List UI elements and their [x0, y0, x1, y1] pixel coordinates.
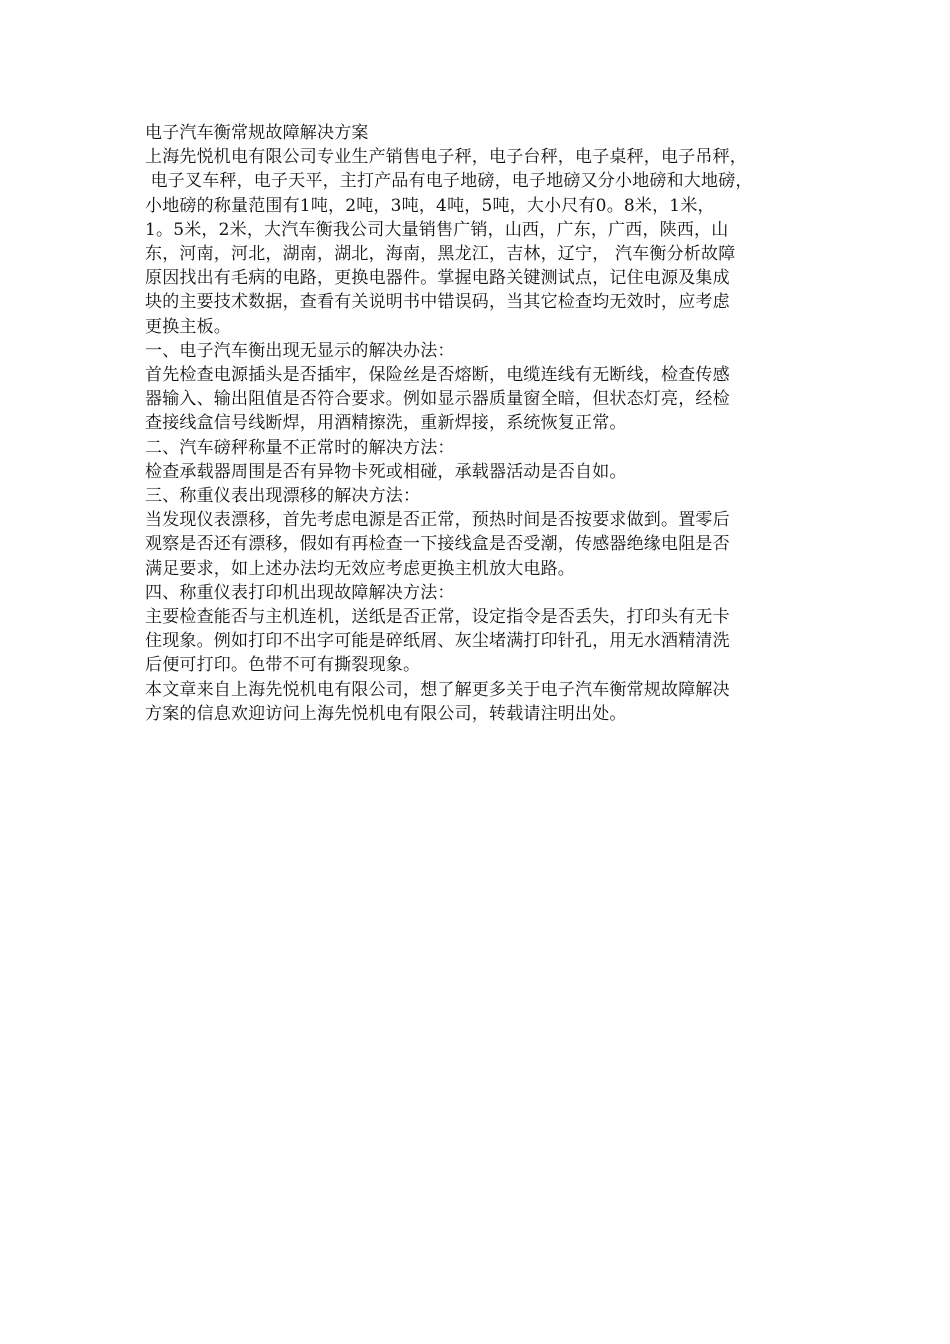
- text-line: 观察是否还有漂移，假如有再检查一下接线盒是否受潮，传感器绝缘电阻是否: [145, 534, 730, 555]
- footer-note: 本文章来自上海先悦机电有限公司，想了解更多关于电子汽车衡常规故障解决: [145, 679, 730, 700]
- document-title: 电子汽车衡常规故障解决方案: [145, 123, 369, 143]
- document-body: [145, 121, 813, 726]
- text-line: 当发现仪表漂移，首先考虑电源是否正常，预热时间是否按要求做到。置零后: [145, 510, 730, 531]
- section-heading-1: 一、电子汽车衡出现无显示的解决办法：: [145, 340, 455, 361]
- text-line: 查接线盒信号线断焊，用酒精擦洗，重新焊接，系统恢复正常。: [145, 413, 627, 434]
- text-line: 检查承载器周围是否有异物卡死或相碰，承载器活动是否自如。: [145, 461, 627, 482]
- text-line: 电子叉车秤，电子天平，主打产品有电子地磅，电子地磅又分小地磅和大地磅，: [145, 171, 753, 192]
- text-line: 满足要求，如上述办法均无效应考虑更换主机放大电路。: [145, 558, 575, 579]
- text-line: 后便可打印。色带不可有撕裂现象。: [145, 655, 421, 676]
- section-heading-2: 二、汽车磅秤称量不正常时的解决方法：: [145, 437, 455, 458]
- text-line: 东，河南，河北，湖南，湖北，海南，黑龙江，吉林，辽宁， 汽车衡分析故障: [145, 244, 736, 265]
- text-line: 住现象。例如打印不出字可能是碎纸屑、灰尘堵满打印针孔，用无水酒精清洗: [145, 631, 730, 652]
- section-heading-4: 四、称重仪表打印机出现故障解决方法：: [145, 582, 455, 603]
- text-line: 上海先悦机电有限公司专业生产销售电子秤，电子台秤，电子桌秤，电子吊秤，: [145, 147, 747, 168]
- text-line: 原因找出有毛病的电路，更换电器件。掌握电路关键测试点，记住电源及集成: [145, 268, 730, 289]
- text-line: 小地磅的称量范围有1吨，2吨，3吨，4吨，5吨，大小尺有0。8米，1米，: [145, 195, 715, 216]
- text-line: 更换主板。: [145, 316, 231, 337]
- section-heading-3: 三、称重仪表出现漂移的解决方法：: [145, 486, 421, 507]
- text-line: 主要检查能否与主机连机，送纸是否正常，设定指令是否丢失，打印头有无卡: [145, 607, 730, 628]
- text-line: 1。5米，2米，大汽车衡我公司大量销售广销，山西，广东，广西，陕西，山: [145, 219, 729, 240]
- text-line: 器输入、输出阻值是否符合要求。例如显示器质量窗全暗，但状态灯亮，经检: [145, 389, 730, 410]
- text-line: 首先检查电源插头是否插牢，保险丝是否熔断，电缆连线有无断线，检查传感: [145, 365, 730, 386]
- text-line: 块的主要技术数据，查看有关说明书中错误码，当其它检查均无效时，应考虑: [145, 292, 730, 313]
- footer-note: 方案的信息欢迎访问上海先悦机电有限公司，转载请注明出处。: [145, 703, 627, 724]
